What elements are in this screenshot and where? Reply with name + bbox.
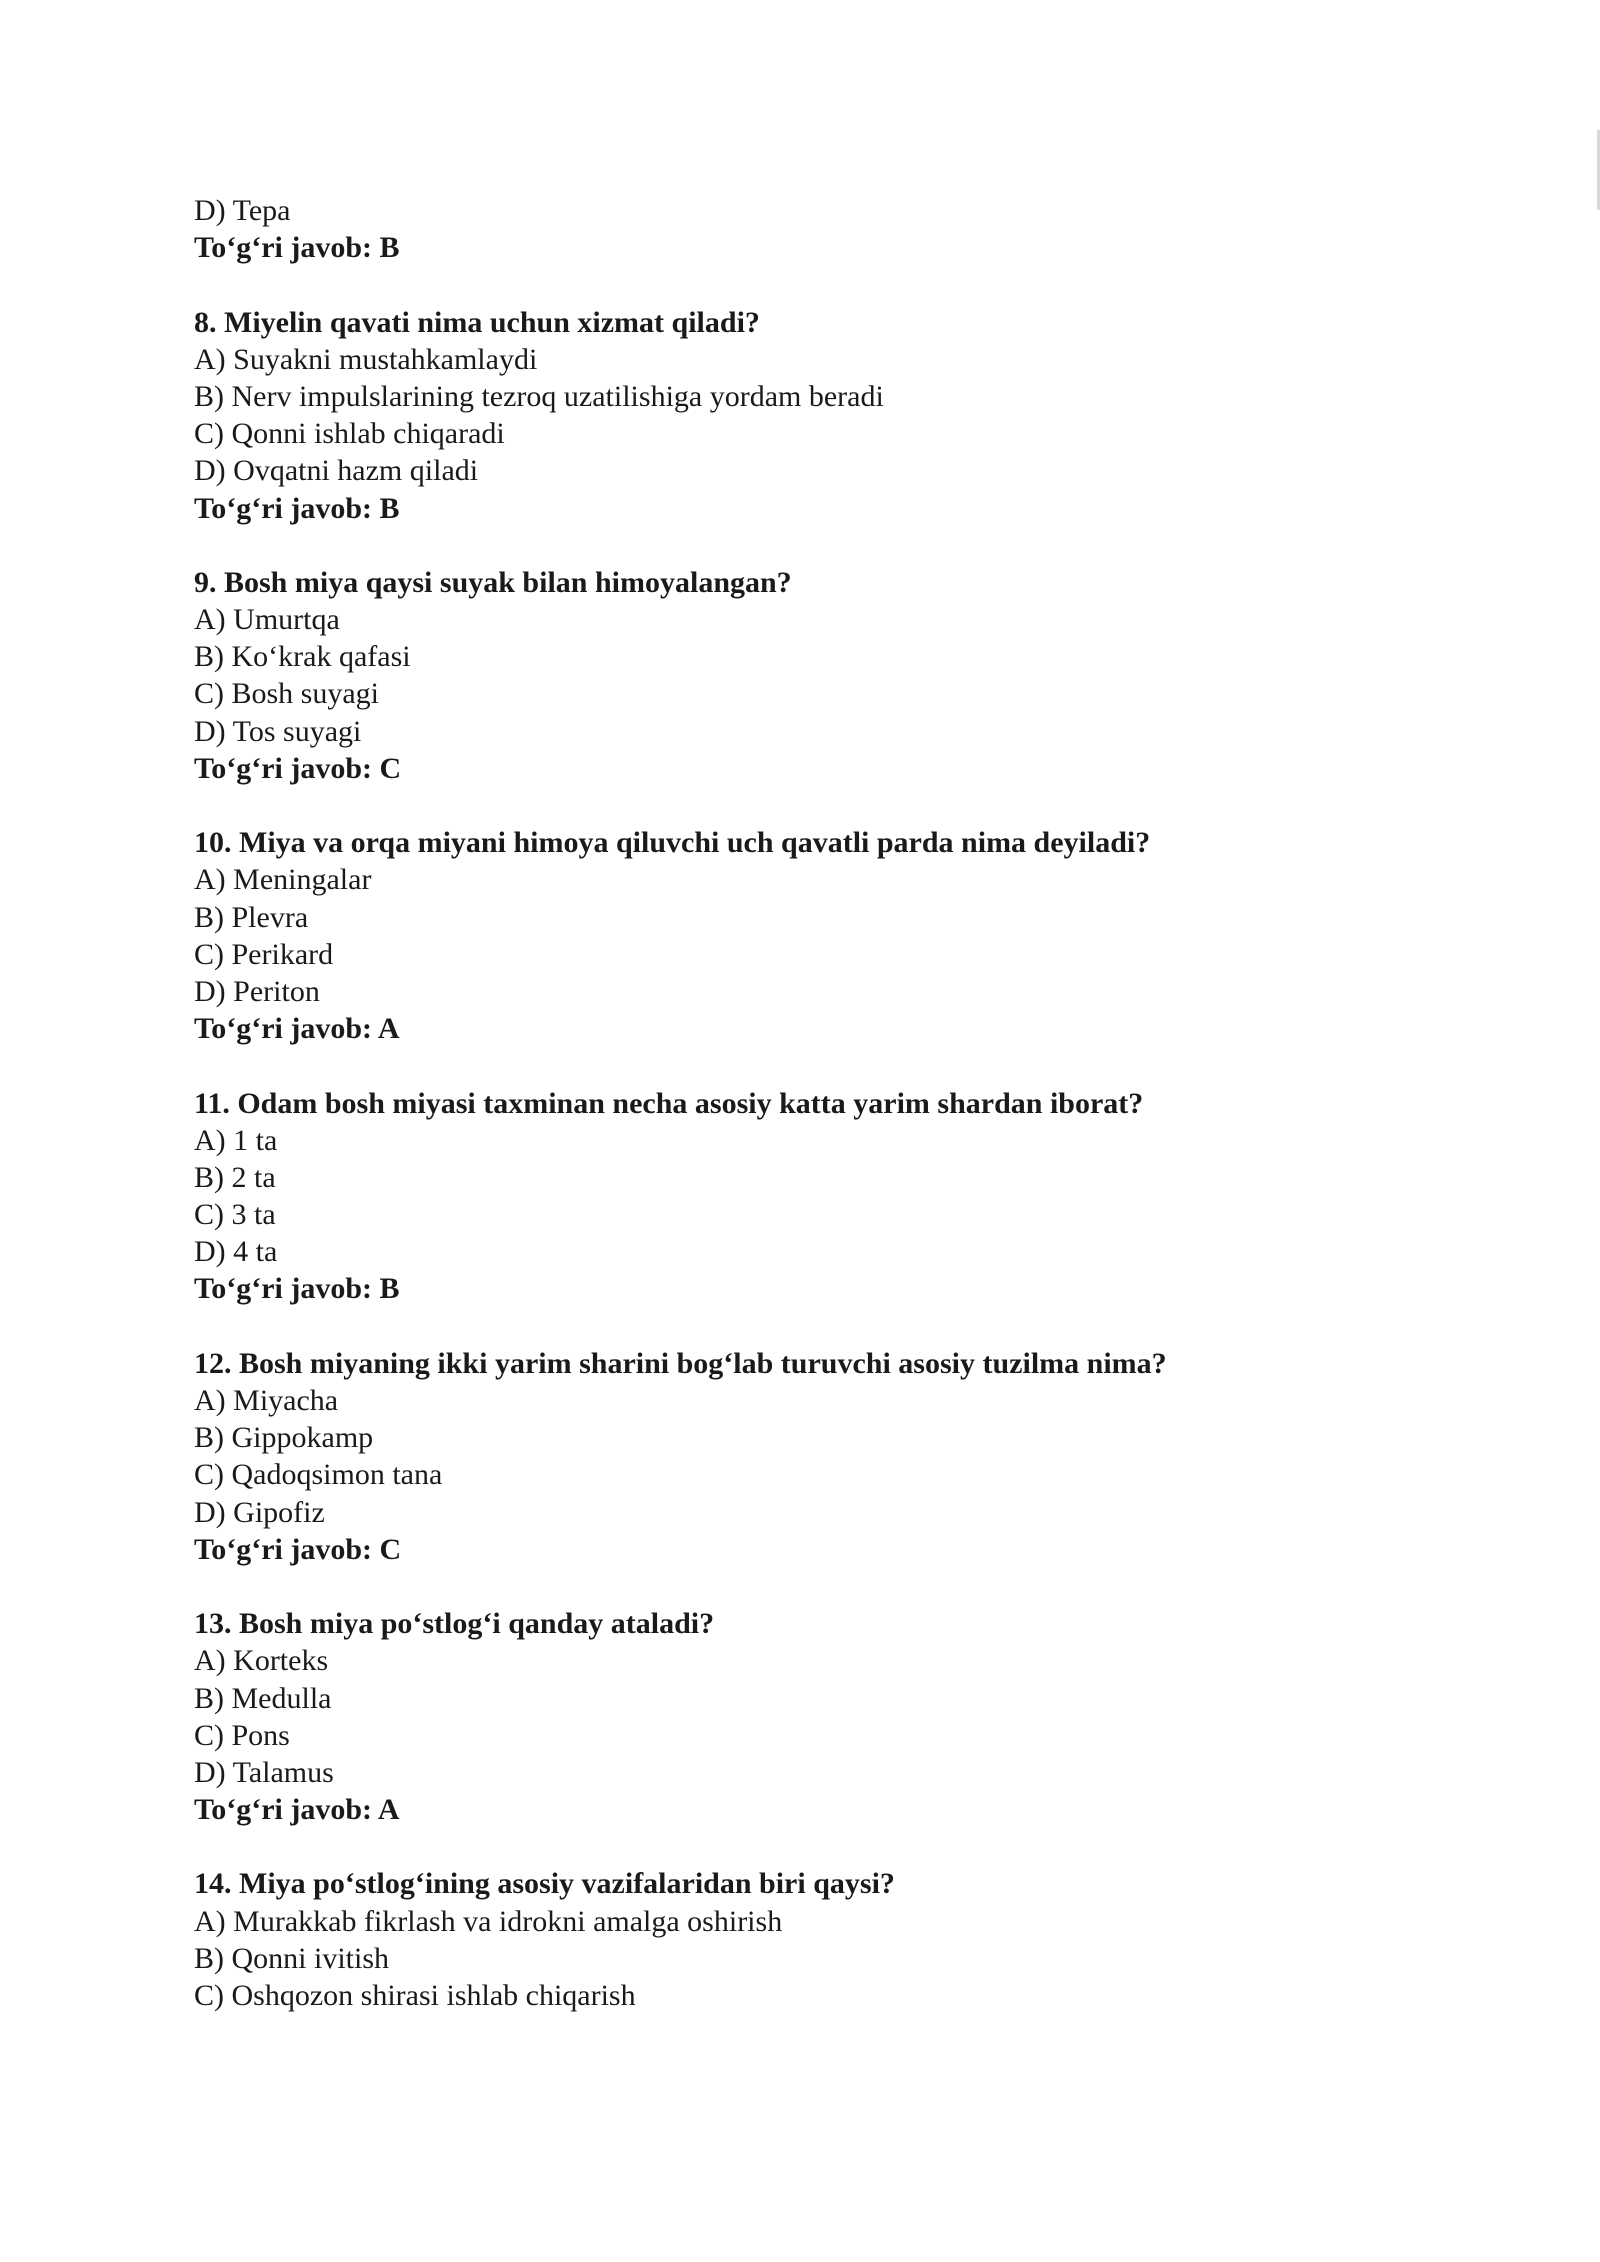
option-b: B) Qonni ivitish xyxy=(194,1941,390,1975)
spacer xyxy=(194,266,1444,303)
option-d: D) Ovqatni hazm qiladi xyxy=(194,454,479,488)
correct-answer: To‘g‘ri javob: B xyxy=(194,491,400,525)
correct-answer: To‘g‘ri javob: B xyxy=(194,231,400,265)
spacer xyxy=(194,527,1444,564)
option-b: B) Gippokamp xyxy=(194,1421,374,1455)
question-block-12 xyxy=(194,1345,1444,1568)
option-a: A) Murakkab fikrlash va idrokni amalga oshirish xyxy=(194,1904,783,1938)
question-fragment-7 xyxy=(194,192,1444,266)
correct-answer: To‘g‘ri javob: B xyxy=(194,1272,400,1306)
spacer xyxy=(194,1828,1444,1865)
option-c: C) Qonni ishlab chiqaradi xyxy=(194,417,505,451)
option-d: D) Tos suyagi xyxy=(194,714,362,748)
option-a: A) Meningalar xyxy=(194,863,372,897)
option-d: D) Talamus xyxy=(194,1755,334,1789)
question-block-10 xyxy=(194,824,1444,1047)
option-b: B) Nerv impulslarining tezroq uzatilishiga yordam beradi xyxy=(194,379,884,413)
option-a: A) Umurtqa xyxy=(194,603,340,637)
option-c: C) Bosh suyagi xyxy=(194,677,380,711)
question-text: 14. Miya po‘stlog‘ining asosiy vazifalaridan biri qaysi? xyxy=(194,1867,895,1901)
option-d: D) Tepa xyxy=(194,194,291,227)
correct-answer: To‘g‘ri javob: C xyxy=(194,751,402,785)
question-text: 13. Bosh miya po‘stlog‘i qanday ataladi? xyxy=(194,1607,715,1641)
question-block-13 xyxy=(194,1605,1444,1828)
option-c: C) Pons xyxy=(194,1718,290,1752)
option-a: A) Korteks xyxy=(194,1644,329,1678)
option-a: A) Suyakni mustahkamlaydi xyxy=(194,342,538,376)
question-text: 11. Odam bosh miyasi taxminan necha asosiy katta yarim shardan iborat? xyxy=(194,1086,1144,1120)
correct-answer: To‘g‘ri javob: A xyxy=(194,1012,400,1046)
option-b: B) Ko‘krak qafasi xyxy=(194,640,411,674)
spacer xyxy=(194,1047,1444,1084)
option-d: D) 4 ta xyxy=(194,1235,278,1269)
spacer xyxy=(194,1308,1444,1345)
document-content xyxy=(194,192,1444,2014)
option-d: D) Periton xyxy=(194,974,320,1008)
question-text: 8. Miyelin qavati nima uchun xizmat qiladi? xyxy=(194,305,760,339)
option-b: B) 2 ta xyxy=(194,1160,276,1194)
question-text: 10. Miya va orqa miyani himoya qiluvchi uch qavatli parda nima deyiladi? xyxy=(194,826,1151,860)
option-c: C) Oshqozon shirasi ishlab chiqarish xyxy=(194,1979,636,2012)
option-c: C) Perikard xyxy=(194,937,334,971)
option-c: C) Qadoqsimon tana xyxy=(194,1458,443,1492)
option-a: A) Miyacha xyxy=(194,1384,339,1417)
question-block-8 xyxy=(194,304,1444,527)
correct-answer: To‘g‘ri javob: C xyxy=(194,1532,402,1566)
question-block-11 xyxy=(194,1085,1444,1308)
spacer xyxy=(194,787,1444,824)
option-c: C) 3 ta xyxy=(194,1198,276,1232)
question-block-9 xyxy=(194,564,1444,787)
option-d: D) Gipofiz xyxy=(194,1495,325,1529)
question-text: 9. Bosh miya qaysi suyak bilan himoyalangan? xyxy=(194,565,792,599)
option-b: B) Medulla xyxy=(194,1681,332,1715)
spacer xyxy=(194,1568,1444,1605)
correct-answer: To‘g‘ri javob: A xyxy=(194,1793,400,1827)
question-block-14 xyxy=(194,1865,1444,2014)
option-b: B) Plevra xyxy=(194,900,309,934)
option-a: A) 1 ta xyxy=(194,1123,278,1157)
question-text: 12. Bosh miyaning ikki yarim sharini bog‘lab turuvchi asosiy tuzilma nima? xyxy=(194,1346,1167,1380)
